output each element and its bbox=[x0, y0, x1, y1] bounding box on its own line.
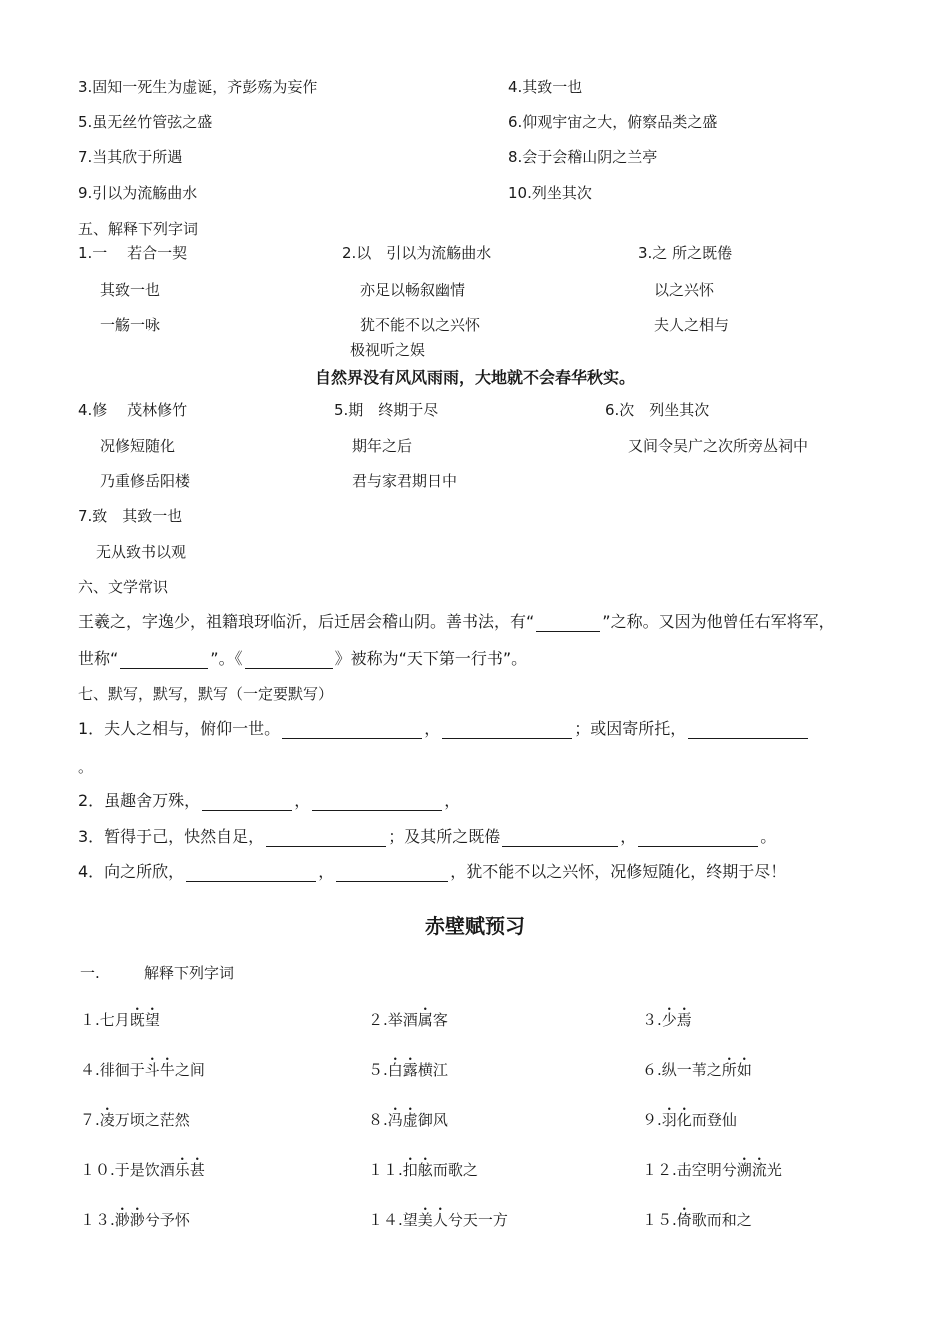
chibi-item-number: １３. bbox=[80, 1211, 115, 1229]
emphasis-char: 流 bbox=[751, 1161, 767, 1179]
chibi-item bbox=[368, 1160, 478, 1180]
emphasis-char: 属 bbox=[417, 1011, 433, 1029]
word-xiu-ex3: 乃重修岳阳楼 bbox=[100, 472, 191, 490]
blank-2b[interactable] bbox=[312, 793, 442, 811]
chibi-item-key bbox=[100, 1111, 115, 1129]
chibi-item bbox=[80, 1210, 190, 1230]
literature-line-1: 王羲之，字逸少，祖籍琅玡临沂，后迁居会稽山阴。善书法，有“ ”之称。又因为他曾任右军将军， bbox=[78, 612, 835, 631]
chibi-item bbox=[80, 1060, 205, 1080]
emphasis-char: 斗 bbox=[144, 1061, 160, 1079]
emphasis-char: 甚 bbox=[189, 1161, 205, 1179]
chibi-item bbox=[642, 1160, 782, 1180]
section5-heading: 五、解释下列字词 bbox=[78, 220, 199, 238]
chibi-item bbox=[80, 1010, 160, 1030]
word-ci-ex2: 又间令吴广之次所旁丛祠中 bbox=[628, 437, 809, 455]
chibi-item bbox=[642, 1110, 737, 1130]
word-zhi4-ex2: 无从致书以观 bbox=[96, 543, 187, 561]
emphasis-char: 扣 bbox=[402, 1161, 418, 1179]
emphasis-char: 望 bbox=[144, 1011, 160, 1029]
chibi-heading: 解释下列字词 bbox=[144, 964, 235, 982]
dictation-1: 1．夫人之相与，俯仰一世。 ， ；或因寄所托， bbox=[78, 719, 810, 739]
chibi-item-text: 而登仙 bbox=[691, 1111, 737, 1129]
dictation-1-end: 。 bbox=[78, 758, 94, 776]
blank-calligraphy-title[interactable] bbox=[536, 614, 600, 632]
emphasis-char: 渺 bbox=[129, 1211, 145, 1229]
chibi-item bbox=[368, 1060, 448, 1080]
chibi-item-key bbox=[662, 1111, 692, 1129]
chibi-item-text: 兮天一方 bbox=[447, 1211, 508, 1229]
blank-3a[interactable] bbox=[266, 829, 386, 847]
word-zhi4: 7.致 其致一也 bbox=[78, 507, 183, 525]
chibi-item-key bbox=[130, 1011, 160, 1029]
blank-1a[interactable] bbox=[282, 721, 422, 739]
emphasis-char: 美 bbox=[417, 1211, 433, 1229]
chibi-item-text: 客 bbox=[432, 1011, 448, 1029]
emphasis-char: 化 bbox=[676, 1111, 692, 1129]
emphasis-char: 倚 bbox=[676, 1211, 692, 1229]
chibi-item-number: ６. bbox=[642, 1061, 662, 1079]
chibi-item-key bbox=[677, 1211, 692, 1229]
emphasis-char: 少 bbox=[661, 1011, 677, 1029]
chibi-item-key bbox=[175, 1161, 205, 1179]
emphasis-char: 冯 bbox=[387, 1111, 403, 1129]
chibi-item-key bbox=[722, 1061, 752, 1079]
emphasis-char: 露 bbox=[402, 1061, 418, 1079]
dictation-2: 2．虽趣舍万殊， ， ， bbox=[78, 791, 461, 810]
chibi-heading-number: 一. bbox=[80, 964, 100, 982]
chibi-item-text: 望 bbox=[402, 1211, 418, 1229]
word-yi2-ex3: 犹不能不以之兴怀 bbox=[360, 316, 481, 334]
word-yi2: 2.以 引以为流觞曲水 bbox=[342, 244, 492, 262]
chibi-item bbox=[642, 1060, 752, 1080]
chibi-item-text: 横江 bbox=[417, 1061, 448, 1079]
chibi-item-text: 于是饮酒 bbox=[114, 1161, 175, 1179]
chibi-item-number: ５. bbox=[368, 1061, 388, 1079]
blank-4a[interactable] bbox=[186, 864, 316, 882]
word-qi-ex3: 君与家君期日中 bbox=[352, 472, 458, 490]
blank-2a[interactable] bbox=[202, 793, 292, 811]
chibi-item-text: 举酒 bbox=[387, 1011, 418, 1029]
chibi-item bbox=[80, 1110, 190, 1130]
chibi-item bbox=[80, 1160, 205, 1180]
chibi-item bbox=[368, 1110, 448, 1130]
emphasis-char: 所 bbox=[721, 1061, 737, 1079]
word-yi2-ex4: 极视听之娱 bbox=[350, 341, 426, 359]
emphasis-char: 虚 bbox=[402, 1111, 418, 1129]
item-9: 9.引以为流觞曲水 bbox=[78, 184, 198, 202]
chibi-item-number: １５. bbox=[642, 1211, 677, 1229]
chibi-item-number: ９. bbox=[642, 1111, 662, 1129]
emphasis-char: 羽 bbox=[661, 1111, 677, 1129]
emphasis-char: 牛 bbox=[159, 1061, 175, 1079]
item-8: 8.会于会稽山阴之兰亭 bbox=[508, 148, 658, 166]
word-zhi: 3.之 所之既倦 bbox=[638, 244, 733, 262]
chibi-item-text: 兮予怀 bbox=[144, 1211, 190, 1229]
word-qi: 5.期 终期于尽 bbox=[334, 401, 439, 419]
item-4: 4.其致一也 bbox=[508, 78, 583, 96]
chibi-item-text: 而歌之 bbox=[432, 1161, 478, 1179]
blank-3b[interactable] bbox=[502, 829, 618, 847]
chibi-item-number: １４. bbox=[368, 1211, 403, 1229]
chibi-item-text: 击空明兮 bbox=[676, 1161, 737, 1179]
item-6: 6.仰观宇宙之大，俯察品类之盛 bbox=[508, 113, 718, 131]
emphasis-char: 焉 bbox=[676, 1011, 692, 1029]
chibi-item bbox=[368, 1010, 448, 1030]
blank-4b[interactable] bbox=[336, 864, 448, 882]
blank-nickname[interactable] bbox=[120, 651, 208, 669]
chibi-item-number: １. bbox=[80, 1011, 100, 1029]
emphasis-char: 如 bbox=[736, 1061, 752, 1079]
chibi-item bbox=[642, 1210, 752, 1230]
item-10: 10.列坐其次 bbox=[508, 184, 592, 202]
word-xiu: 4.修 茂林修竹 bbox=[78, 401, 188, 419]
chibi-item-number: ７. bbox=[80, 1111, 100, 1129]
chibi-item-text: 歌而和之 bbox=[691, 1211, 752, 1229]
chibi-item-number: １２. bbox=[642, 1161, 677, 1179]
literature-line-2: 世称“ ”。《 》被称为“天下第一行书”。 bbox=[78, 649, 528, 668]
word-yi-ex3: 一觞一咏 bbox=[100, 316, 161, 334]
word-ci: 6.次 列坐其次 bbox=[605, 401, 710, 419]
chibi-item-key bbox=[403, 1161, 433, 1179]
chibi-item-number: ８. bbox=[368, 1111, 388, 1129]
chibi-item-text: 之间 bbox=[174, 1061, 205, 1079]
section6-heading: 六、文学常识 bbox=[78, 578, 169, 596]
chibi-item-number: ４. bbox=[80, 1061, 100, 1079]
word-zhi-ex3: 夫人之相与 bbox=[654, 316, 730, 334]
dictation-3: 3．暂得于己，快然自足， ；及其所之既倦 ， 。 bbox=[78, 827, 777, 846]
word-zhi-ex2: 以之兴怀 bbox=[654, 281, 715, 299]
chibi-item-key bbox=[737, 1161, 767, 1179]
emphasis-char: 渺 bbox=[114, 1211, 130, 1229]
emphasis-char: 溯 bbox=[736, 1161, 752, 1179]
chibi-item bbox=[368, 1210, 508, 1230]
chibi-item-key bbox=[418, 1011, 433, 1029]
chibi-item-number: １０. bbox=[80, 1161, 115, 1179]
chibi-item-text: 徘徊于 bbox=[99, 1061, 145, 1079]
chibi-item-text: 御风 bbox=[417, 1111, 448, 1129]
chibi-item-key bbox=[115, 1211, 145, 1229]
chibi-item-key bbox=[388, 1061, 418, 1079]
chibi-title: 赤壁赋预习 bbox=[425, 914, 525, 938]
word-yi: 1.一 若合一契 bbox=[78, 244, 188, 262]
chibi-item-text: 纵一苇之 bbox=[661, 1061, 722, 1079]
chibi-item-text: 光 bbox=[766, 1161, 782, 1179]
emphasis-char: 乐 bbox=[174, 1161, 190, 1179]
chibi-item bbox=[642, 1010, 692, 1030]
blank-1c[interactable] bbox=[688, 721, 808, 739]
chibi-item-key bbox=[145, 1061, 175, 1079]
word-yi-ex2: 其致一也 bbox=[100, 281, 161, 299]
emphasis-char: 舷 bbox=[417, 1161, 433, 1179]
chibi-item-number: ２. bbox=[368, 1011, 388, 1029]
dictation-4: 4．向之所欣， ， ，犹不能不以之兴怀，况修短随化，终期于尽！ bbox=[78, 862, 787, 881]
chibi-item-text: 万顷之茫然 bbox=[114, 1111, 190, 1129]
word-qi-ex2: 期年之后 bbox=[352, 437, 413, 455]
word-yi2-ex2: 亦足以畅叙幽情 bbox=[360, 281, 466, 299]
chibi-item-key bbox=[388, 1111, 418, 1129]
item-3: 3.固知一死生为虚诞，齐彭殇为妄作 bbox=[78, 78, 318, 96]
word-xiu-ex2: 况修短随化 bbox=[100, 437, 176, 455]
emphasis-char: 人 bbox=[432, 1211, 448, 1229]
blank-3c[interactable] bbox=[638, 829, 758, 847]
emphasis-char: 白 bbox=[387, 1061, 403, 1079]
chibi-item-number: ３. bbox=[642, 1011, 662, 1029]
blank-work-title[interactable] bbox=[245, 651, 333, 669]
emphasis-char: 凌 bbox=[99, 1111, 115, 1129]
emphasis-char: 既 bbox=[129, 1011, 145, 1029]
chibi-item-text: 七月 bbox=[99, 1011, 130, 1029]
section7-heading: 七、默写，默写，默写（一定要默写） bbox=[78, 685, 334, 703]
motto: 自然界没有风风雨雨，大地就不会春华秋实。 bbox=[314, 368, 635, 387]
item-5: 5.虽无丝竹管弦之盛 bbox=[78, 113, 213, 131]
blank-1b[interactable] bbox=[442, 721, 572, 739]
chibi-item-number: １１. bbox=[368, 1161, 403, 1179]
chibi-item-key bbox=[418, 1211, 448, 1229]
chibi-item-key bbox=[662, 1011, 692, 1029]
item-7: 7.当其欣于所遇 bbox=[78, 148, 183, 166]
